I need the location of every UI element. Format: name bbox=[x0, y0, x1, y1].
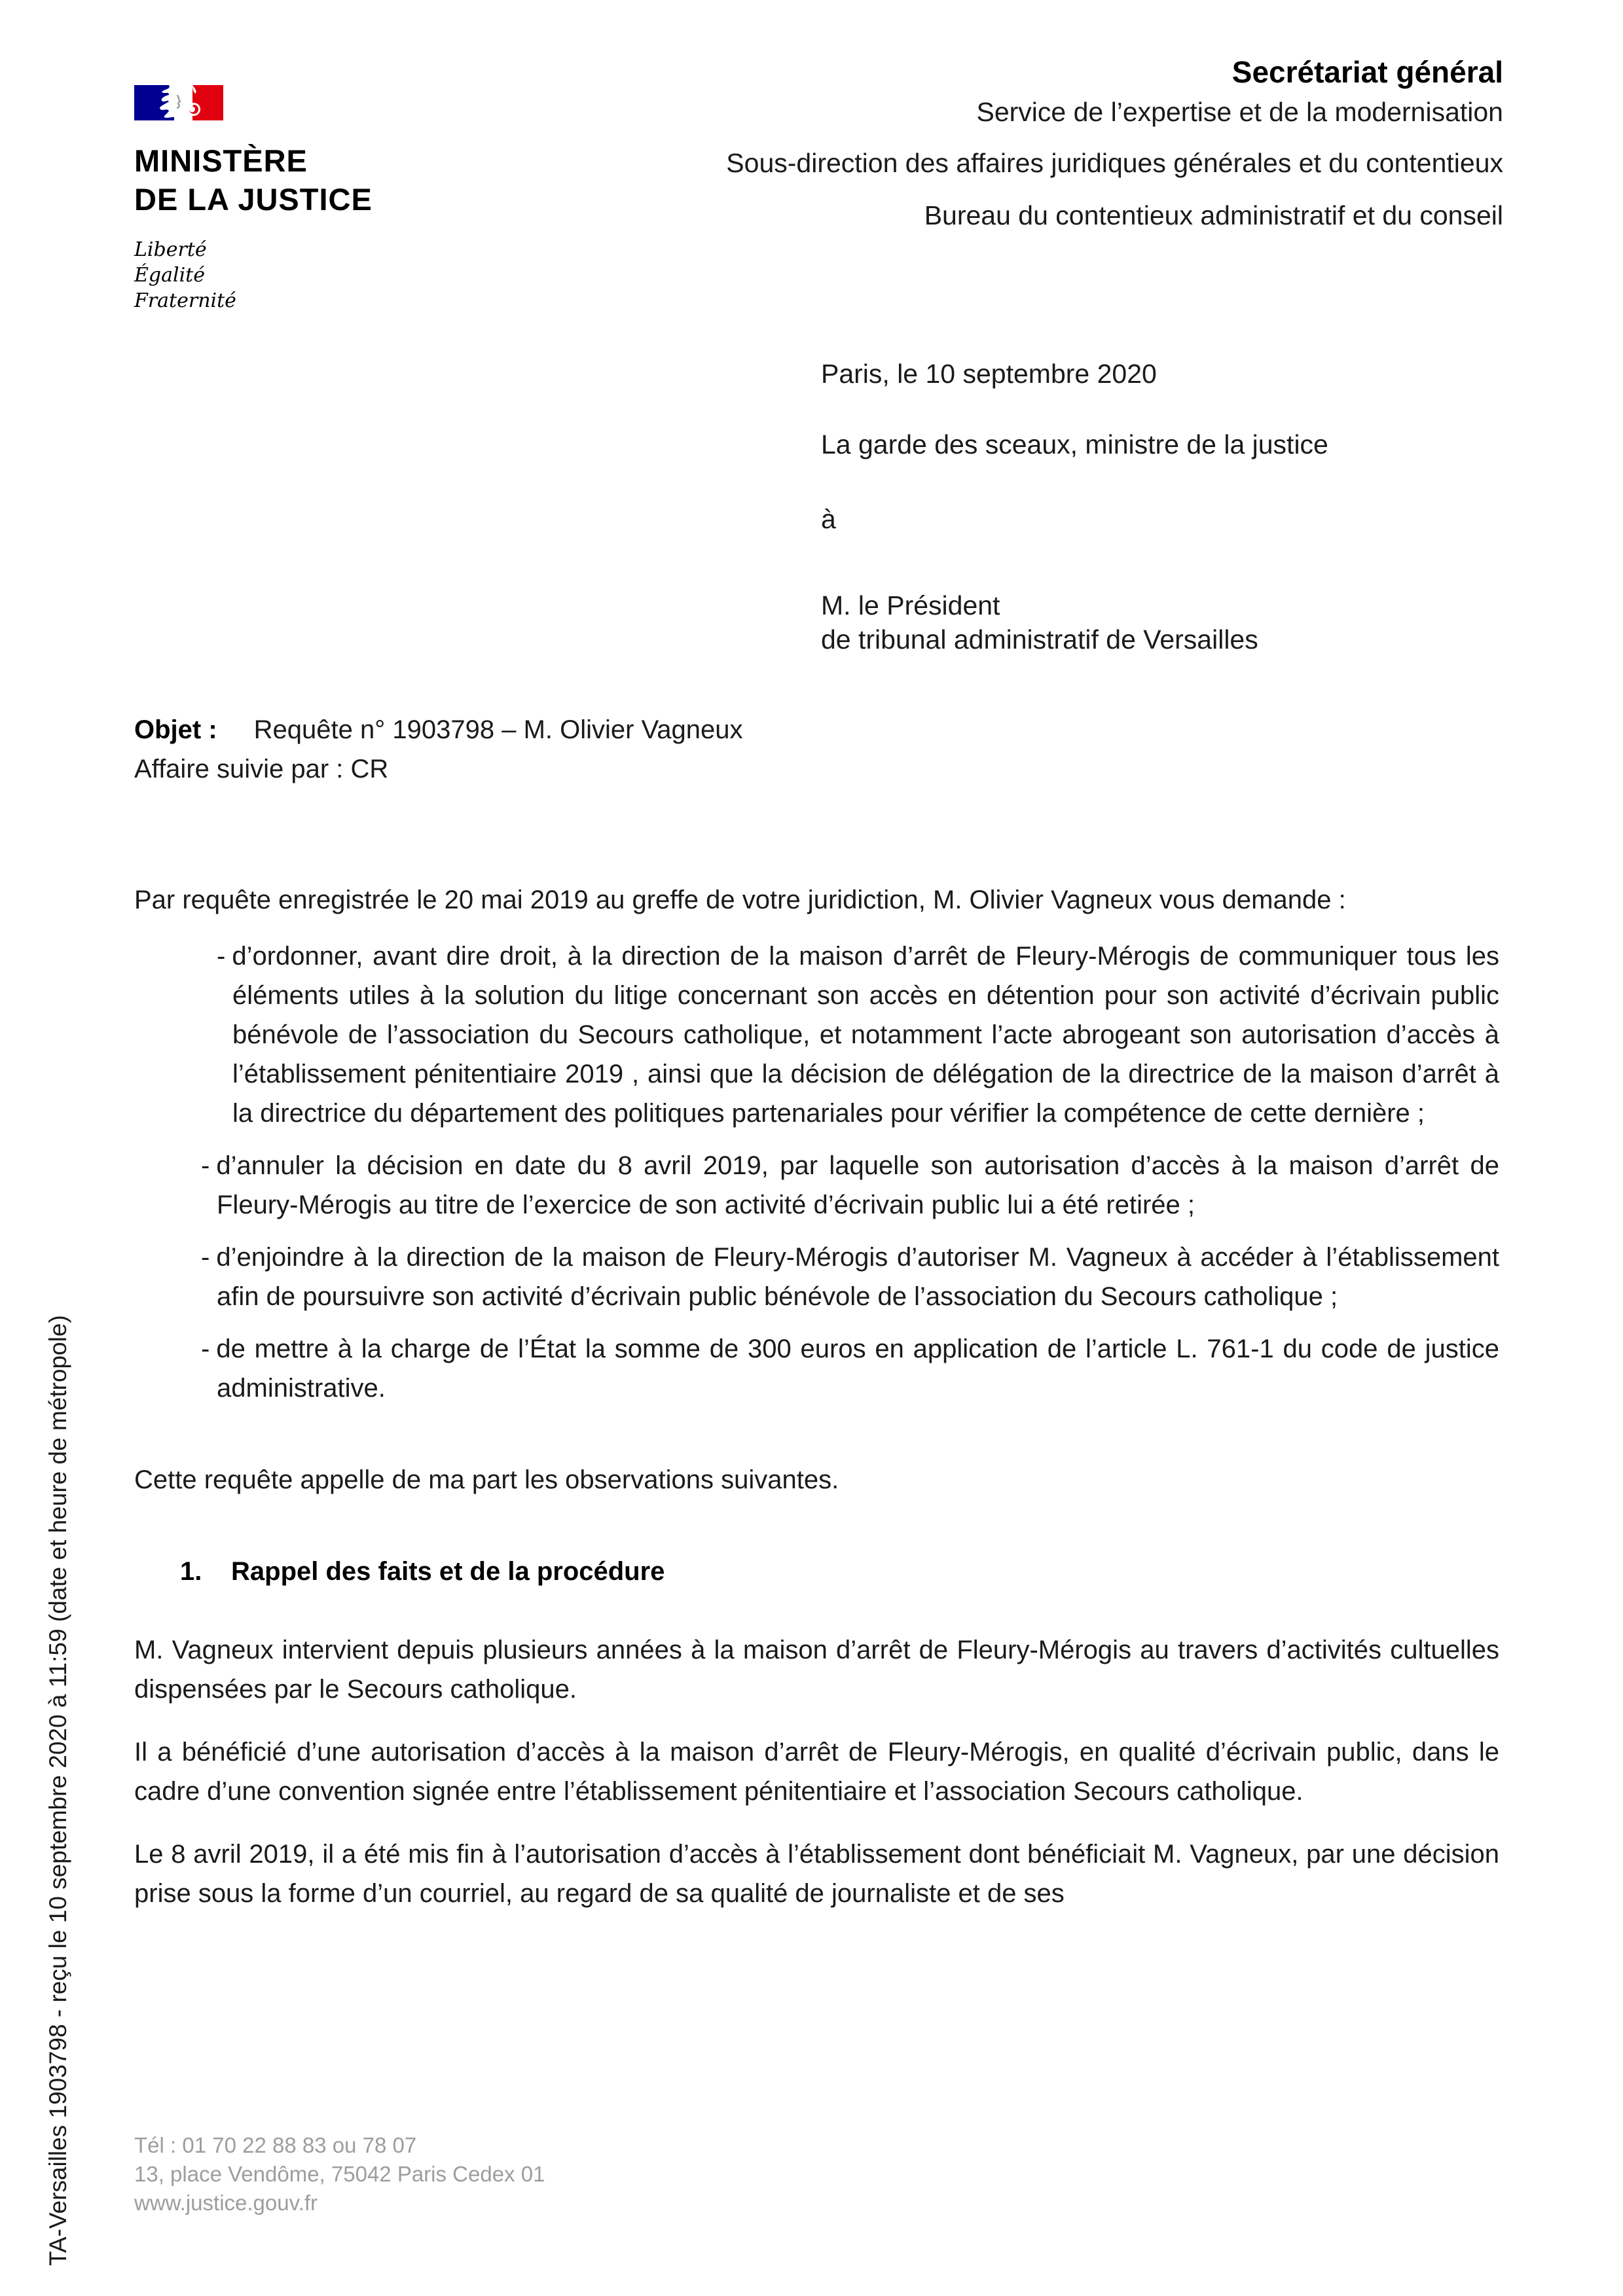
footer-phone: Tél : 01 70 22 88 83 ou 78 07 bbox=[134, 2133, 417, 2157]
section-number: 1. bbox=[180, 1557, 202, 1586]
body-paragraph: Le 8 avril 2019, il a été mis fin à l’autorisation d’accès à l’établissement dont bénéficiait M. Vagneux, par une décision prise sous la forme d’un courriel, au regard de sa qualité de journaliste et de ses bbox=[134, 1840, 1499, 1908]
case-handler-line: Affaire suivie par : CR bbox=[134, 755, 389, 783]
ministry-name-line2: DE LA JUSTICE bbox=[134, 182, 373, 217]
republic-motto bbox=[134, 237, 527, 314]
bullet-text: d’ordonner, avant dire droit, à la direction de la maison d’arrêt de Fleury-Mérogis de communiquer tous les éléments utiles à la solution du litige concernant son accès en détention pour son activité d’écrivain public bénévole de l’association du Secours catholique, et notamment l’acte abrogeant son autorisation d’accès à l’établissement pénitentiaire 2019 , ainsi que la décision de délégation de la directrice de la maison d’arrêt à la directrice du département des politiques partenariales pour vérifier la compétence de cette dernière ; bbox=[232, 942, 1499, 1128]
bullet-dash: - bbox=[201, 1151, 210, 1180]
ministry-logo-block bbox=[134, 85, 527, 314]
motto-liberte: Liberté bbox=[134, 238, 207, 261]
body-paragraph: M. Vagneux intervient depuis plusieurs années à la maison d’arrêt de Fleury-Mérogis au travers d’activités cultuelles dispensées par le Secours catholique. bbox=[134, 1636, 1499, 1704]
ministry-name bbox=[134, 141, 527, 219]
intro-paragraph: Par requête enregistrée le 20 mai 2019 au greffe de votre juridiction, M. Olivier Vagneux vous demande : bbox=[134, 886, 1346, 914]
request-bullet bbox=[134, 937, 1499, 1133]
request-bullet bbox=[134, 1146, 1499, 1225]
letter-body bbox=[134, 710, 1499, 1913]
office-bureau: Bureau du contentieux administratif et du conseil bbox=[924, 200, 1503, 230]
ministry-name-line1: MINISTÈRE bbox=[134, 143, 308, 178]
section-title: Rappel des faits et de la procédure bbox=[231, 1557, 665, 1586]
office-secretariat-general: Secrétariat général bbox=[1231, 55, 1503, 89]
office-sous-direction: Sous-direction des affaires juridiques générales et du contentieux bbox=[726, 148, 1503, 178]
bullet-dash: - bbox=[201, 1243, 210, 1272]
footer-address: 13, place Vendôme, 75042 Paris Cedex 01 bbox=[134, 2162, 545, 2186]
section-heading-1 bbox=[180, 1552, 1499, 1591]
bullet-dash: - bbox=[217, 942, 226, 971]
to-word: à bbox=[821, 504, 836, 534]
address-block bbox=[821, 357, 1328, 656]
marianne-flag-icon bbox=[134, 85, 223, 120]
office-service: Service de l’expertise et de la modernisation bbox=[976, 97, 1503, 127]
court-receipt-vertical-stamp: TA-Versailles 1903798 - reçu le 10 septembre 2020 à 11:59 (date et heure de métropole) bbox=[45, 1315, 71, 2266]
closing-sentence: Cette requête appelle de ma part les observations suivantes. bbox=[134, 1465, 839, 1494]
bullet-text: d’annuler la décision en date du 8 avril 2019, par laquelle son autorisation d’accès à la maison d’arrêt de Fleury-Mérogis au titre de l’exercice de son activité d’écrivain public lui a été retirée ; bbox=[216, 1151, 1499, 1219]
footer-website: www.justice.gouv.fr bbox=[134, 2191, 318, 2215]
motto-egalite: Égalité bbox=[134, 264, 205, 287]
recipient-line1: M. le Président bbox=[821, 590, 1000, 620]
footer-contact-block bbox=[134, 2131, 545, 2217]
issuing-office-block bbox=[726, 54, 1503, 232]
bullet-dash: - bbox=[201, 1335, 210, 1363]
date-place-line: Paris, le 10 septembre 2020 bbox=[821, 359, 1157, 389]
bullet-text: d’enjoindre à la direction de la maison de Fleury-Mérogis d’autoriser M. Vagneux à accéder à l’établissement afin de poursuivre son activité d’écrivain public bénévole de l’association du Secours catholique ; bbox=[216, 1243, 1499, 1311]
bullet-text: de mettre à la charge de l’État la somme de 300 euros en application de l’article L. 761-1 du code de justice administrative. bbox=[216, 1335, 1499, 1403]
subject-label: Objet : bbox=[134, 715, 217, 744]
subject-line bbox=[134, 710, 1499, 749]
request-bullet bbox=[134, 1238, 1499, 1316]
motto-fraternite: Fraternité bbox=[134, 289, 236, 312]
subject-value: Requête n° 1903798 – M. Olivier Vagneux bbox=[253, 715, 743, 744]
sender-line: La garde des sceaux, ministre de la justice bbox=[821, 429, 1328, 459]
body-paragraph: Il a bénéficié d’une autorisation d’accès à la maison d’arrêt de Fleury-Mérogis, en qualité d’écrivain public, dans le cadre d’une convention signée entre l’établissement pénitentiaire et l’association Secours catholique. bbox=[134, 1738, 1499, 1806]
recipient-line2: de tribunal administratif de Versailles bbox=[821, 624, 1258, 655]
request-bullet bbox=[134, 1329, 1499, 1408]
